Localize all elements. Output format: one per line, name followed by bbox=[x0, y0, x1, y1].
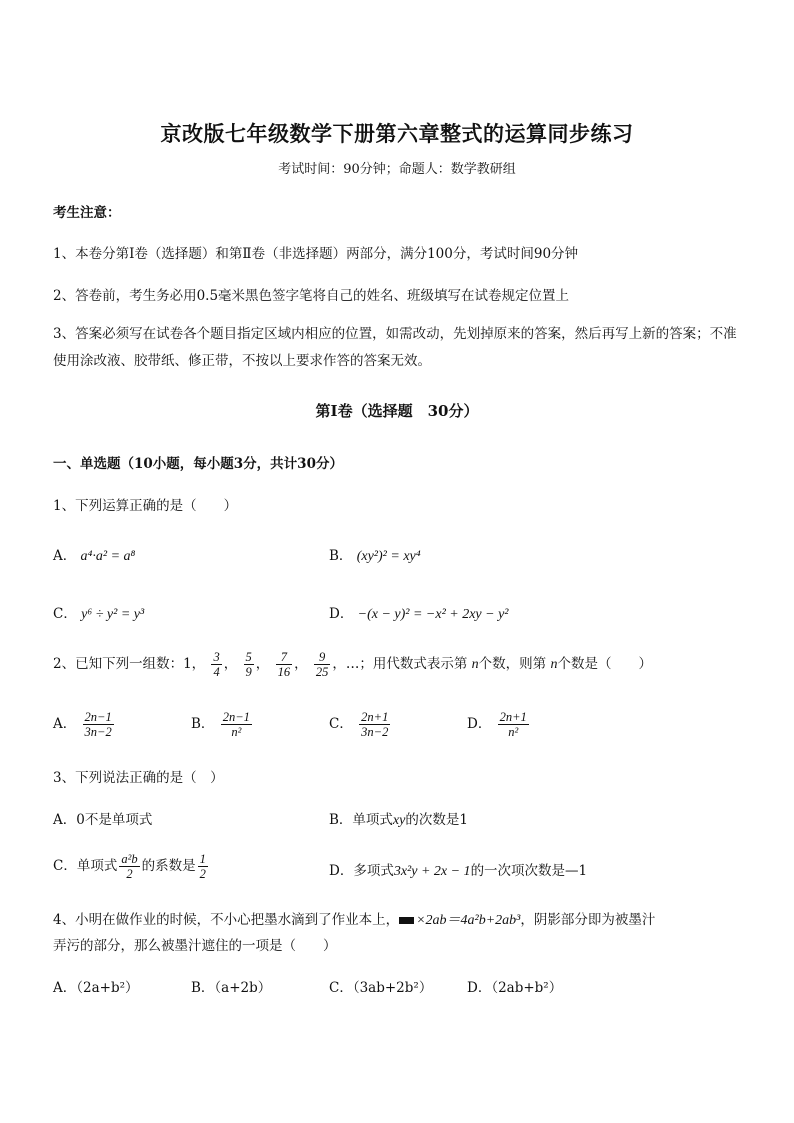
q2-option-a-frac: $\frac{2n-1}{3n-2}$ bbox=[84, 710, 112, 739]
q2-option-d-frac: $\frac{2n+1}{\text{n²}}$ bbox=[499, 710, 527, 739]
section-title: 第Ⅰ卷（选择题 30分） bbox=[315, 402, 479, 420]
q3-option-a[interactable]: A．0不是单项式 bbox=[53, 812, 153, 828]
option-letter: D． bbox=[329, 606, 354, 622]
q3-option-b-var: xy bbox=[392, 813, 406, 828]
notice-item-1: 1、本卷分第Ⅰ卷（选择题）和第Ⅱ卷（非选择题）两部分，满分100分，考试时间90分钟 bbox=[53, 246, 579, 262]
q3-option-c-pre: C．单项式 bbox=[53, 858, 118, 874]
q4-option-a[interactable]: A．（2a+b²） bbox=[53, 980, 139, 996]
option-letter: D． bbox=[467, 716, 492, 732]
q3-option-c-mid: 的系数是 bbox=[141, 858, 196, 874]
option-letter: C． bbox=[329, 716, 353, 732]
seq-fraction: $\frac{5}{9}$ bbox=[245, 650, 252, 679]
q2-option-d[interactable] bbox=[467, 710, 531, 739]
ink-blot-icon bbox=[399, 917, 414, 924]
option-letter: B． bbox=[191, 716, 215, 732]
q2-option-c[interactable] bbox=[329, 710, 392, 739]
notice-heading: 考生注意： bbox=[53, 205, 121, 221]
q3-option-b-pre: B．单项式 bbox=[329, 812, 393, 828]
q4-option-b[interactable]: B．（a+2b） bbox=[191, 980, 272, 996]
q2-option-a[interactable] bbox=[53, 710, 116, 739]
q1-option-d[interactable] bbox=[329, 602, 509, 623]
q1-option-c-expr: y⁶ ÷ y² = y³ bbox=[81, 607, 145, 622]
notice-item-2: 2、答卷前，考生务必用0.5毫米黑色签字笔将自己的姓名、班级填写在试卷规定位置上 bbox=[53, 288, 570, 304]
option-letter: C． bbox=[53, 606, 77, 622]
q3-option-c-value: $\frac{1}{2}$ bbox=[199, 852, 206, 881]
q3-option-d[interactable] bbox=[329, 859, 587, 880]
q3-option-b-post: 的次数是1 bbox=[405, 812, 468, 828]
part-heading: 一、单选题（10小题，每小题3分，共计30分） bbox=[53, 456, 343, 472]
seq-fraction: $\frac{9}{25}$ bbox=[315, 650, 329, 679]
notice-item-3: 3、答案必须写在试卷各个题目指定区域内相应的位置，如需改动，先划掉原来的答案，然后再写上新的答案；不准使用涂改液、胶带纸、修正带，不按以上要求作答的答案无效。 bbox=[53, 326, 737, 369]
q1-option-b[interactable] bbox=[329, 544, 421, 565]
q2-stem: 2、已知下列一组数：1， $\frac{3}{4}$ ， $\frac{5}{9}$ ， $\frac{7}{16}$ ， $\frac{9}{25}$ ，…；用代数式表示第 n个数，则第 n个数是（ ） bbox=[53, 650, 652, 679]
q4-stem-pre: 4、小明在做作业的时候，不小心把墨水滴到了作业本上， bbox=[53, 912, 400, 928]
q1-stem: 1、下列运算正确的是（ ） bbox=[53, 498, 238, 514]
q2-option-b-frac: $\frac{2n-1}{\text{n²}}$ bbox=[222, 710, 250, 739]
var-n: n bbox=[550, 657, 558, 672]
q2-stem-mid: ，…；用代数式表示第 bbox=[332, 656, 468, 672]
page-title: 京改版七年级数学下册第六章整式的运算同步练习 bbox=[160, 121, 634, 146]
q4-stem-post: ，阴影部分即为被墨汁 bbox=[520, 912, 656, 928]
option-letter: A． bbox=[53, 716, 77, 732]
q2-option-c-frac: $\frac{2n+1}{3n-2}$ bbox=[361, 710, 389, 739]
seq-fraction: $\frac{7}{16}$ bbox=[277, 650, 291, 679]
q4-stem-line2: 弄污的部分，那么被墨汁遮住的一项是（ ） bbox=[53, 938, 337, 954]
q4-option-d[interactable]: D．（2ab+b²） bbox=[467, 980, 563, 996]
q1-option-d-expr: −(x − y)² = −x² + 2xy − y² bbox=[357, 607, 509, 622]
q2-stem-pre: 2、已知下列一组数：1， bbox=[53, 656, 206, 672]
q4-stem-line1 bbox=[53, 908, 655, 929]
q3-stem: 3、下列说法正确的是（ ） bbox=[53, 770, 224, 786]
q2-stem-mid2: 个数，则第 bbox=[478, 656, 547, 672]
option-letter: A． bbox=[53, 548, 77, 564]
q3-option-d-pre: D．多项式 bbox=[329, 863, 394, 879]
var-n: n bbox=[471, 657, 479, 672]
q3-option-c[interactable] bbox=[53, 852, 210, 881]
q1-option-a-expr: a⁴·a² = a⁸ bbox=[80, 549, 136, 564]
seq-fraction: $\frac{3}{4}$ bbox=[213, 650, 220, 679]
q1-option-a[interactable] bbox=[53, 544, 135, 565]
q3-option-d-expr: 3x²y + 2x − 1 bbox=[393, 864, 471, 879]
exam-info: 考试时间：90分钟；命题人：数学教研组 bbox=[278, 162, 516, 177]
q3-option-c-frac: $\frac{\text{a²b}}{2}$ bbox=[121, 852, 138, 881]
q1-option-b-expr: (xy²)² = xy⁴ bbox=[356, 549, 421, 564]
q1-option-c[interactable] bbox=[53, 602, 144, 623]
q4-option-c[interactable]: C．（3ab+2b²） bbox=[329, 980, 433, 996]
q4-stem-expr: ×2ab＝4a²b+2ab³ bbox=[416, 913, 521, 928]
q2-option-b[interactable] bbox=[191, 710, 254, 739]
q2-stem-post: 个数是（ ） bbox=[557, 656, 652, 672]
option-letter: B． bbox=[329, 548, 353, 564]
q3-option-d-post: 的一次项次数是—1 bbox=[470, 863, 588, 879]
q3-option-b[interactable] bbox=[329, 808, 468, 829]
